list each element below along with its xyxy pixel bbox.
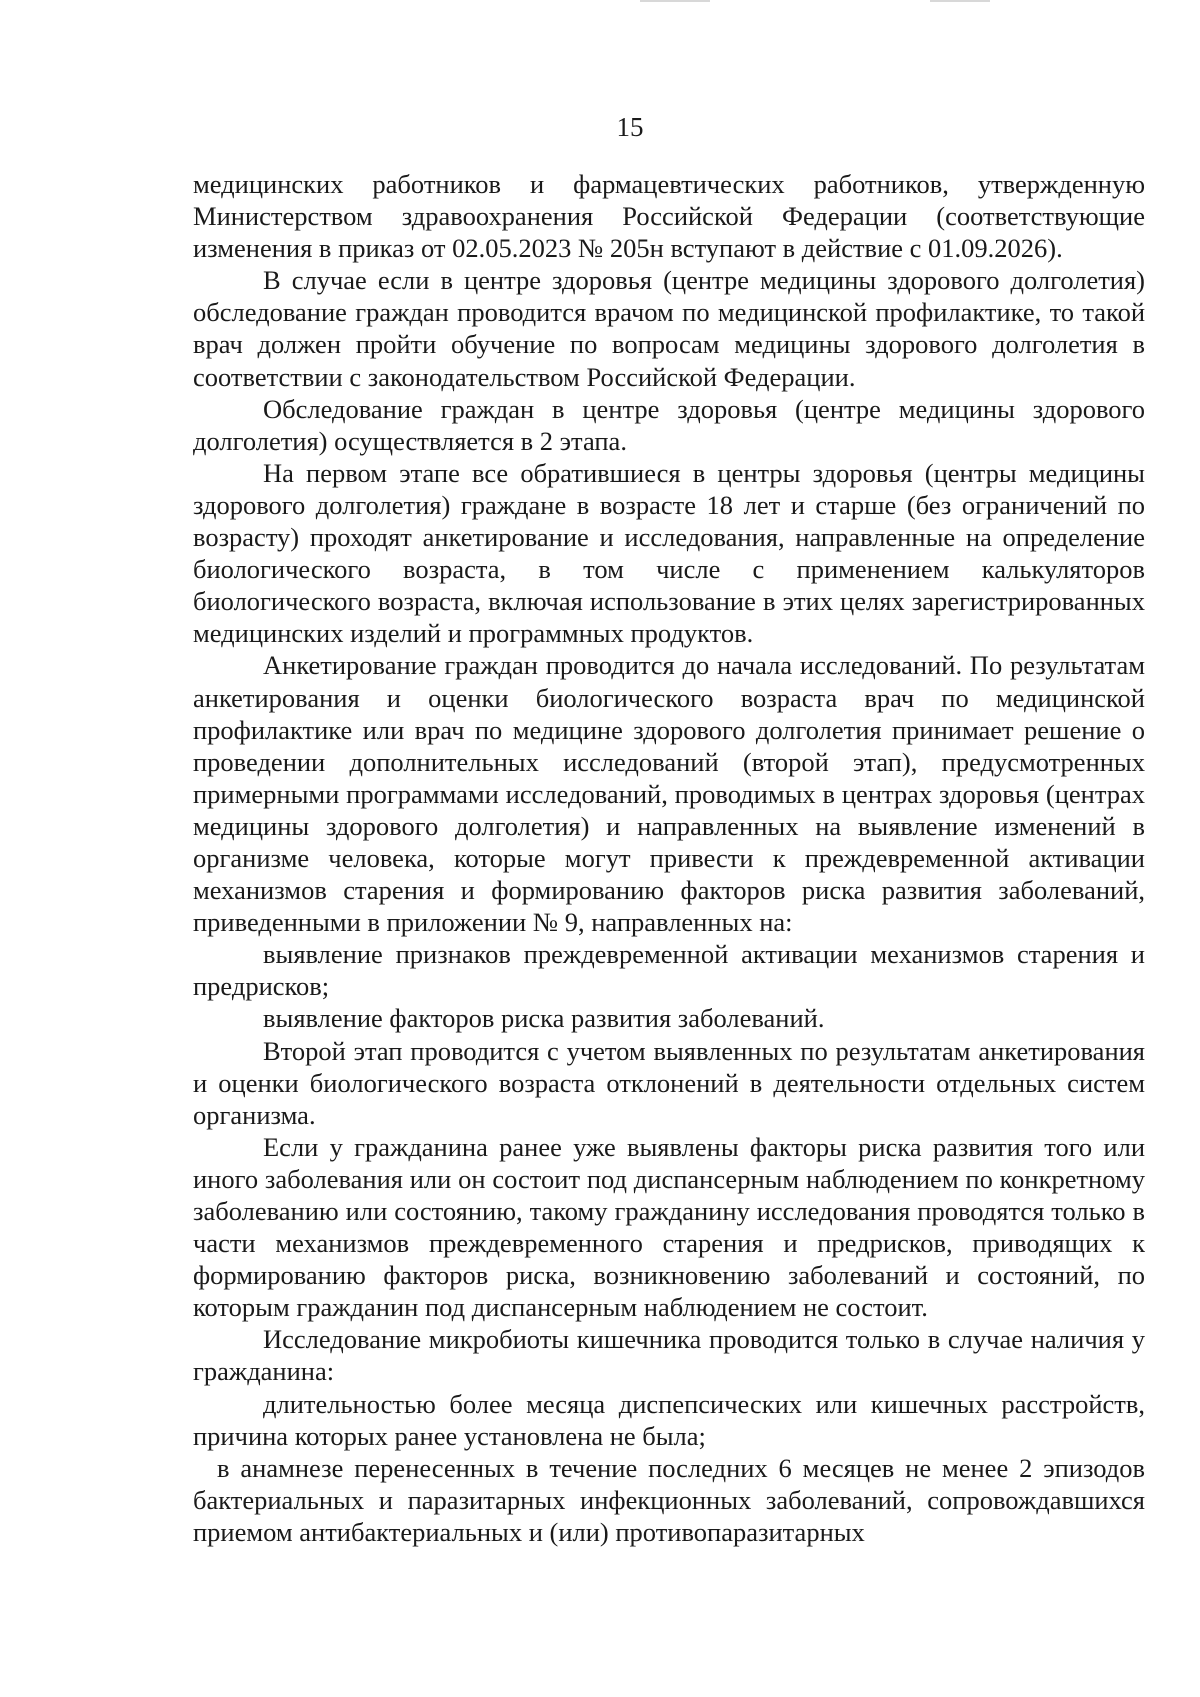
paragraph: Обследование граждан в центре здоровья (центре медицины здорового долголетия) осуществляется в 2 этапа. xyxy=(193,393,1145,456)
scan-artifact xyxy=(930,0,990,2)
paragraph: в анамнезе перенесенных в течение последних 6 месяцев не менее 2 эпизодов бактериальных и паразитарных инфекционных заболеваний, сопровождавшихся приемом антибактериальных и (или) противопаразитарных xyxy=(193,1452,1145,1547)
scan-artifact xyxy=(640,0,710,2)
paragraph: выявление признаков преждевременной активации механизмов старения и предрисков; xyxy=(193,939,1145,1002)
paragraph: В случае если в центре здоровья (центре медицины здорового долголетия) обследование граждан проводится врачом по медицинской профилактике, то такой врач должен пройти обучение по вопросам медицины здорового долголетия в соответствии с законодательством Российской Федерации. xyxy=(193,265,1145,392)
paragraph: Второй этап проводится с учетом выявленных по результатам анкетирования и оценки биологического возраста отклонений в деятельности отдельных систем организма. xyxy=(193,1035,1145,1130)
paragraph: длительностью более месяца диспепсических или кишечных расстройств, причина которых ранее установлена не была; xyxy=(193,1388,1145,1451)
paragraph: На первом этапе все обратившиеся в центры здоровья (центры медицины здорового долголетия) граждане в возрасте 18 лет и старше (без ограничений по возрасту) проходят анкетирование и исследования, направленные на определение биологического возраста, в том числе с применением калькуляторов биологического возраста, включая использование в этих целях зарегистрированных медицинских изделий и программных продуктов. xyxy=(193,457,1145,649)
paragraph: медицинских работников и фармацевтических работников, утвержденную Министерством здравоохранения Российской Федерации (соответствующие изменения в приказ от 02.05.2023 № 205н вступают в действие с 01.09.2026). xyxy=(193,169,1145,264)
page-number: 15 xyxy=(616,112,644,142)
paragraph: Анкетирование граждан проводится до начала исследований. По результатам анкетирования и оценки биологического возраста врач по медицинской профилактике или врач по медицине здорового долголетия принимает решение о проведении дополнительных исследований (второй этап), предусмотренных примерными программами исследований, проводимых в центрах здоровья (центрах медицины здорового долголетия) и направленных на выявление изменений в организме человека, которые могут привести к преждевременной активации механизмов старения и формированию факторов риска развития заболеваний, приведенными в приложении № 9, направленных на: xyxy=(193,650,1145,938)
paragraph: Если у гражданина ранее уже выявлены факторы риска развития того или иного заболевания или он состоит под диспансерным наблюдением по конкретному заболеванию или состоянию, такому гражданину исследования проводятся только в части механизмов преждевременного старения и предрисков, приводящих к формированию факторов риска, возникновению заболеваний и состояний, по которым гражданин под диспансерным наблюдением не состоит. xyxy=(193,1131,1145,1323)
body-text xyxy=(193,168,1145,1548)
paragraph: Исследование микробиоты кишечника проводится только в случае наличия у гражданина: xyxy=(193,1324,1145,1387)
paragraph: выявление факторов риска развития заболеваний. xyxy=(263,1003,825,1034)
